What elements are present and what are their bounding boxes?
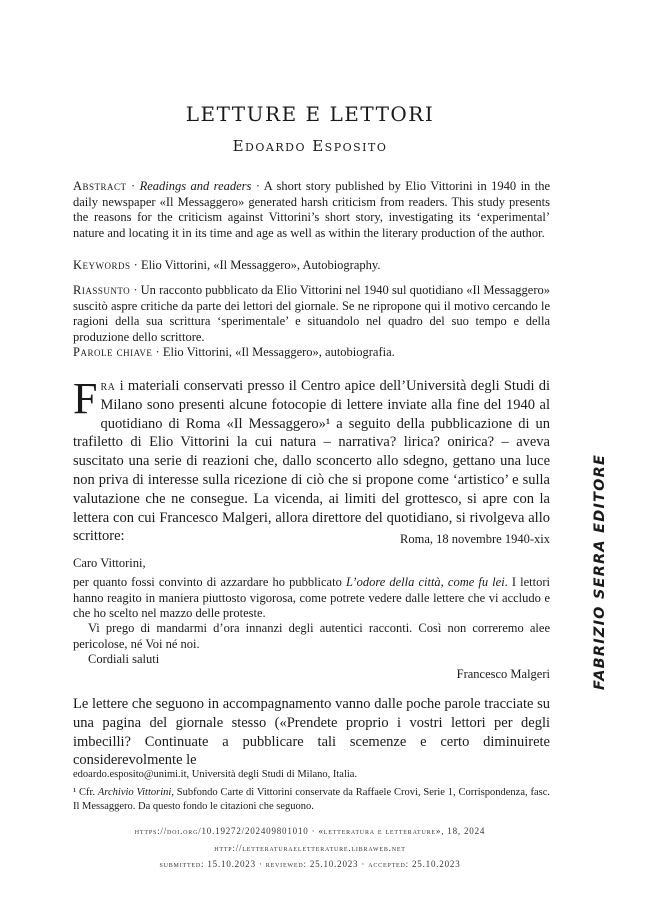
copyright-notice [590,190,620,690]
doi-line: https://doi.org/10.19272/202409801010 · «letteratura e letterature», 18, 2024 [134,826,486,836]
article-author: Edoardo Esposito [232,137,388,155]
letter-paragraph-1 [73,575,550,622]
footnotes [73,768,550,814]
body-paragraph-1-text: i materiali conservati presso il Centro apice dell’Università degli Studi di Milano sono presenti alcune fotocopie di lettere inviate alla fine del 1940 al quotidiano di Roma «Il Messaggero»¹ a seguito della pubblicazione di un trafiletto di Elio Vittorini la cui natura – narrativa? lirica? onirica? – aveva suscitato una serie di reazioni che, dallo sconcerto allo sdegno, gettano una luce non priva di interesse sulla ricezione di ciò che si propone come ‘artistico’ e sulla valutazione che ne consegue. La vicenda, ai limiti del grottesco, si apre con la lettera con cui Francesco Malgeri, allora direttore del quotidiano, si rivolgeva allo scrittore: [73,378,550,545]
footnote-1-text: , Subfondo Carte di Vittorini conservate da Raffaele Crovi, Serie 1, Corrispondenza, fasc. Il Messaggero. Da questo fondo le citazioni che seguono. [73,787,550,812]
abstract [73,179,550,241]
lead-in: ra [100,378,116,394]
letter-signature: Francesco Malgeri [456,667,550,681]
parole-chiave-label: Parole chiave [73,345,153,359]
drop-cap: F [73,374,98,423]
parole-chiave [73,345,550,361]
letter-date: Roma, 18 novembre 1940-xix [400,532,550,546]
author-affiliation: edoardo.esposito@unimi.it, Università degli Studi di Milano, Italia. [73,769,358,780]
abstract-label: Abstract [73,179,127,193]
submission-dates: submitted: 15.10.2023 · reviewed: 25.10.2023 · accepted: 25.10.2023 [159,859,461,869]
article-title: LETTURE E LETTORI [185,102,435,126]
letter-salutation: Caro Vittorini, [73,556,146,570]
riassunto [73,283,550,345]
publisher-name: FABRIZIO SERRA EDITORE [592,453,608,690]
body-paragraph-1 [73,374,550,546]
footnote-1-marker: ¹ Cfr. [73,787,98,798]
letter-paragraph-1-pre: per quanto fossi convinto di azzardare ho pubblicato [73,575,346,589]
abstract-title: Readings and readers [139,179,252,193]
story-title: L’odore della città, come fu lei [345,575,505,589]
letter-closing: Cordiali saluti [88,652,160,666]
body-paragraph-2: Le lettere che seguono in accompagnamento vanno dalle poche parole tracciate su una pagina del giornale stesso («Prendete proprio i vostri lettori per degli imbecilli? Continuate a pubblicare tali scemenze e certo diminuirete considerevolmente le [73,696,550,769]
footnote-1 [73,786,550,814]
parole-chiave-text: · Elio Vittorini, «Il Messaggero», autobiografia. [152,345,395,359]
riassunto-text: · Un racconto pubblicato da Elio Vittorini nel 1940 sul quotidiano «Il Messaggero» suscitò aspre critiche da parte dei lettori del giornale. Se ne ripropone qui il motivo cercando le ragioni della sua scrittura ‘sperimentale’ e situandolo nel quadro del suo tempo e della produzione dello scrittore. [73,283,550,344]
abstract-separator: · [126,179,140,193]
journal-url: http://letteraturaeletterature.libraweb.net [214,843,406,853]
riassunto-label: Riassunto [73,283,131,297]
keywords-label: Keywords [73,258,131,272]
letter-paragraph-1-post: . I lettori hanno reagito in maniera piuttosto vigorosa, come potrete vedere dalle lettere che vi accludo e che ho scelto nel mazzo delle proteste. [73,575,550,620]
copyright-text [592,454,608,690]
footnote-1-archive: Archivio Vittorini [97,787,172,798]
keywords-text: · Elio Vittorini, «Il Messaggero», Autobiography. [130,258,381,272]
keywords [73,258,550,274]
letter-paragraph-2: Vi prego di mandarmi d’ora innanzi degli autentici racconti. Così non correremo alee pericolose, né Voi né noi. [73,621,550,651]
abstract-text: · A short story published by Elio Vittorini in 1940 in the daily newspaper «Il Messaggero» generated harsh criticism from readers. This study presents the reasons for the criticism against Vittorini’s short story, investigating its ‘experimental’ nature and locating it in its time and age as well as within the literary production of the author. [73,179,551,240]
